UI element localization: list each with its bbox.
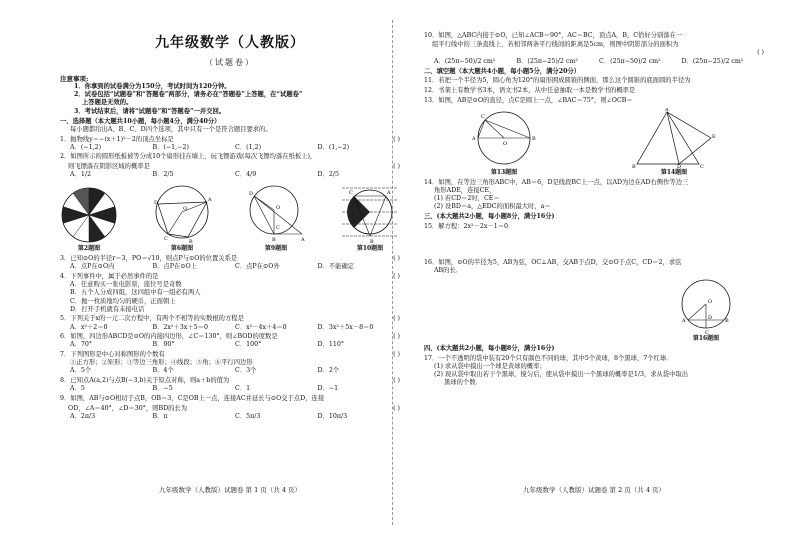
note-2: 2．试卷包括“试题卷”和“答题卷”两部分，请务必在“答题卷”上答题，在“试题卷” bbox=[74, 91, 303, 99]
question-4-option-c: C．抛一枚质地均匀的硬币，正面朝上 bbox=[70, 297, 176, 305]
question-15: 15．解方程：2x²－2x－1＝0． bbox=[424, 223, 515, 231]
inscribed-quadrilateral-figure bbox=[152, 182, 212, 244]
question-6: 6．如图，四边形ABCD是⊙O的内接四边形，∠C＝130°，则∠BOD的度数是 ( ) bbox=[60, 333, 400, 341]
svg-text:B: B bbox=[272, 237, 276, 244]
svg-text:A: A bbox=[387, 190, 391, 197]
svg-text:D: D bbox=[249, 191, 254, 198]
svg-text:B: B bbox=[532, 135, 536, 142]
svg-text:C: C bbox=[705, 330, 709, 335]
svg-text:D: D bbox=[677, 163, 682, 168]
svg-text:C: C bbox=[164, 236, 168, 243]
question-12: 12．书架上有数学书3本，语文书2本，从中任意抽取一本是数学书的概率是 bbox=[424, 87, 636, 95]
question-13: 13．如图，AB是⊙O的直径，点C是圆上一点，∠BAC＝75°，则∠OCB＝ bbox=[424, 96, 633, 104]
question-10-cont: 组平行线中的三条直线上，若相邻两条平行线间的距离是5cm，则图中阴影部分的面积为 bbox=[432, 41, 679, 49]
question-16: 16．如图，⊙O的半径为5，AB为弦，OC⊥AB，交AB于点D，交⊙O于点C，CD＝2，求弦 bbox=[424, 258, 682, 266]
question-17-part-2: (2) 现从袋中取出若干个黑球，搅匀后，使从袋中摸出一个黑球的概率是1/3，求从袋中取出 bbox=[434, 370, 689, 378]
question-9-cont: OD，∠A＝40°，∠D＝30°，则BD的长为 ( ) bbox=[68, 404, 400, 412]
figure-2 bbox=[60, 186, 118, 253]
question-1-options: A．(−1,2) B．(−1,−2) C．(1,2) D．(1,−2) bbox=[70, 143, 350, 151]
svg-text:A: A bbox=[301, 237, 305, 244]
question-14-part-1: (1) 若CD＝2时，CE＝ bbox=[434, 195, 500, 203]
question-10-options: A．(25π−50)/2 cm² B．(25π−25)/2 cm² C．(25π−50)/2 cm² D．(25π−25)/2 cm² bbox=[434, 57, 744, 65]
svg-text:A: A bbox=[208, 197, 212, 204]
note-3: 3．考试结束后，请将“试题卷”和“答题卷”一并交回。 bbox=[74, 107, 226, 115]
svg-text:A: A bbox=[682, 318, 686, 325]
question-4-option-a: A．任意购买一张电影票，座位号是奇数 bbox=[70, 281, 182, 289]
svg-text:C: C bbox=[700, 163, 704, 168]
question-7: 7．下列图形是中心对称图形的个数有 ( ) bbox=[60, 351, 400, 359]
question-3-options: A．点P在⊙O内 B．点P在⊙O上 C．点P在⊙O外 D．不能确定 bbox=[70, 263, 355, 271]
svg-text:A: A bbox=[472, 135, 476, 142]
question-11: 11．若把一个半径为5，圆心角为120°的扇形围成圆锥的侧面，那么这个圆锥的底面圆的半径为 bbox=[424, 77, 691, 85]
question-2-options: A．1/2 B．2/5 C．4/9 D．2/5 bbox=[70, 171, 339, 179]
section-1-heading: 一、选择题（本大题共10小题，每小题4分，满分40分） bbox=[60, 117, 221, 125]
figure-10-caption: 第10题图 bbox=[356, 245, 384, 253]
svg-text:B: B bbox=[725, 318, 729, 325]
figure-row-1 bbox=[60, 182, 400, 253]
parallel-lines-figure bbox=[340, 182, 400, 244]
page-1-footer: 九年级数学（人教版）试题卷 第 1 页（共 4 页） bbox=[158, 485, 302, 494]
figure-2-caption: 第2题图 bbox=[77, 245, 101, 253]
question-9-options: A．2π/3 B．π C．5π/3 D．10π/3 bbox=[70, 412, 348, 420]
question-9: 9．如图，AB与⊙O相切于点B，OB＝3，C是OB上一点，连接AC并延长与⊙O交于点D，连接 bbox=[60, 394, 325, 402]
question-4: 4．下列事件中，属于必然事件的是 ( ) bbox=[60, 273, 400, 281]
svg-text:O: O bbox=[183, 206, 188, 213]
question-14: 14．如图，在等边三角形ABC中，AB＝6，D是线段BC上一点，以AD为边在AD右侧作等边三 bbox=[424, 178, 689, 186]
dartboard-figure bbox=[60, 186, 118, 244]
question-5-options: A．x²＋2＝0 B．2x²＋3x＋5＝0 C．x²－4x＋4＝0 D．3x²＋5x－8＝0 bbox=[70, 323, 374, 331]
notes-title: 注意事项: bbox=[60, 74, 89, 83]
svg-text:D: D bbox=[154, 200, 159, 207]
figure-16 bbox=[678, 278, 734, 343]
question-6-options: A．70° B．90° C．100° D．110° bbox=[70, 341, 345, 349]
figure-9-caption: 第9题图 bbox=[264, 245, 288, 253]
question-17-part-1: (1) 求从袋中摸出一个球是黄球的概率； bbox=[434, 362, 546, 370]
page-2 bbox=[424, 30, 764, 500]
question-2: 2．如图所示的圆形纸板被等分成10个扇形挂在墙上，玩飞镖游戏(每次飞镖均落在纸板上)， bbox=[60, 153, 317, 161]
figure-13 bbox=[469, 108, 539, 177]
section-4-heading: 四、(本大题共2小题，每小题8分，满分16分) bbox=[424, 344, 555, 352]
svg-text:O: O bbox=[503, 140, 508, 147]
question-7-list: ①正方形；②矩形；③等边三角形；④线段；⑤角；⑥平行四边形 bbox=[70, 359, 253, 367]
question-15-answer-space bbox=[424, 231, 764, 257]
svg-text:E: E bbox=[712, 133, 716, 140]
exam-title: 九年级数学（人教版） bbox=[155, 35, 305, 51]
tangent-circle-figure bbox=[246, 182, 306, 244]
question-8-options: A．5 B．−5 C．1 D．−1 bbox=[70, 385, 339, 393]
question-5: 5．下列关于x的一元二次方程中，有两个不相等的实数根的方程是 ( ) bbox=[60, 315, 400, 323]
note-2b: 上答题是无效的。 bbox=[82, 99, 133, 107]
question-10: 10．如图，△ABC内接于⊙O，已知∠ACB＝90°，AC＝BC，顶点A，B，C恰好分别落在一 bbox=[424, 31, 683, 39]
figure-14-caption: 第14题图 bbox=[660, 168, 688, 176]
note-1: 1．你拿到的试卷满分为150分，考试时间为120分钟。 bbox=[74, 83, 231, 91]
page-1 bbox=[60, 30, 400, 500]
question-17: 17．一个不透明的袋中装有20个只有颜色不同的球，其中5个黄球，8个黑球，7个红球． bbox=[424, 354, 673, 362]
svg-text:C: C bbox=[276, 225, 280, 232]
exam-subtitle: （试题卷） bbox=[205, 58, 255, 68]
figure-row-3 bbox=[424, 278, 734, 343]
svg-text:O: O bbox=[276, 205, 281, 212]
question-4-option-b: B．五个人分成四组，这四组中有一组必有两人 bbox=[70, 289, 201, 297]
figure-10 bbox=[340, 182, 400, 253]
page-2-footer: 九年级数学（人教版）试题卷 第 2 页（共 4 页） bbox=[522, 485, 666, 494]
section-2-heading: 二、填空题（本大题共4小题，每小题5分，满分20分） bbox=[424, 67, 581, 75]
question-7-options: A．5个 B．4个 C．3个 D．2个 bbox=[70, 367, 340, 375]
question-4-option-d: D．打开手机就有未接电话 bbox=[70, 305, 145, 313]
svg-text:C: C bbox=[481, 113, 485, 120]
question-16-cont: AB的长． bbox=[434, 266, 463, 274]
section-3-heading: 三、(本大题共2小题，每小题8分，满分16分) bbox=[424, 213, 555, 221]
figure-14 bbox=[629, 108, 719, 177]
figure-row-2 bbox=[424, 108, 764, 177]
svg-text:O: O bbox=[708, 299, 713, 306]
svg-text:A: A bbox=[665, 107, 669, 113]
equilateral-triangle-figure bbox=[629, 108, 719, 168]
question-14-part-2: (2) 设BD＝a，△EDC的面积最大时，a＝ bbox=[434, 203, 551, 211]
figure-16-caption: 第16题图 bbox=[692, 335, 720, 343]
question-3: 3．已知⊙O的半径r＝3，PO＝√10，则点P与⊙O的位置关系是 ( ) bbox=[60, 255, 400, 263]
figure-6 bbox=[152, 182, 212, 253]
section-1-desc: 每小题都给出A、B、C、D四个选项，其中只有一个是符合题目要求的。 bbox=[70, 125, 272, 133]
question-1: 1．抛物线y＝−(x＋1)²－2的顶点坐标是 ( ) bbox=[60, 135, 400, 143]
svg-text:B: B bbox=[632, 163, 636, 168]
question-8: 8．已知点A(a,2)与点B(−3,b)关于原点对称，则a＋b的值为 ( ) bbox=[60, 377, 400, 385]
figure-13-caption: 第13题图 bbox=[490, 168, 518, 176]
chord-circle-figure bbox=[678, 278, 734, 334]
question-14-cont: 角形ADE，连接CE， bbox=[434, 186, 496, 194]
svg-text:C: C bbox=[349, 190, 353, 197]
question-2-cont: 则飞镖落在阴影区域的概率是 ( ) bbox=[68, 163, 400, 171]
figure-9 bbox=[246, 182, 306, 253]
svg-text:B: B bbox=[370, 239, 374, 245]
question-10-paren: ( ) bbox=[757, 49, 764, 57]
svg-text:B: B bbox=[189, 239, 193, 245]
figure-6-caption: 第6题图 bbox=[170, 245, 194, 253]
question-17-part-2-cont: 黑球的个数． bbox=[444, 379, 482, 387]
diameter-circle-figure bbox=[469, 108, 539, 168]
svg-text:D: D bbox=[708, 315, 713, 322]
